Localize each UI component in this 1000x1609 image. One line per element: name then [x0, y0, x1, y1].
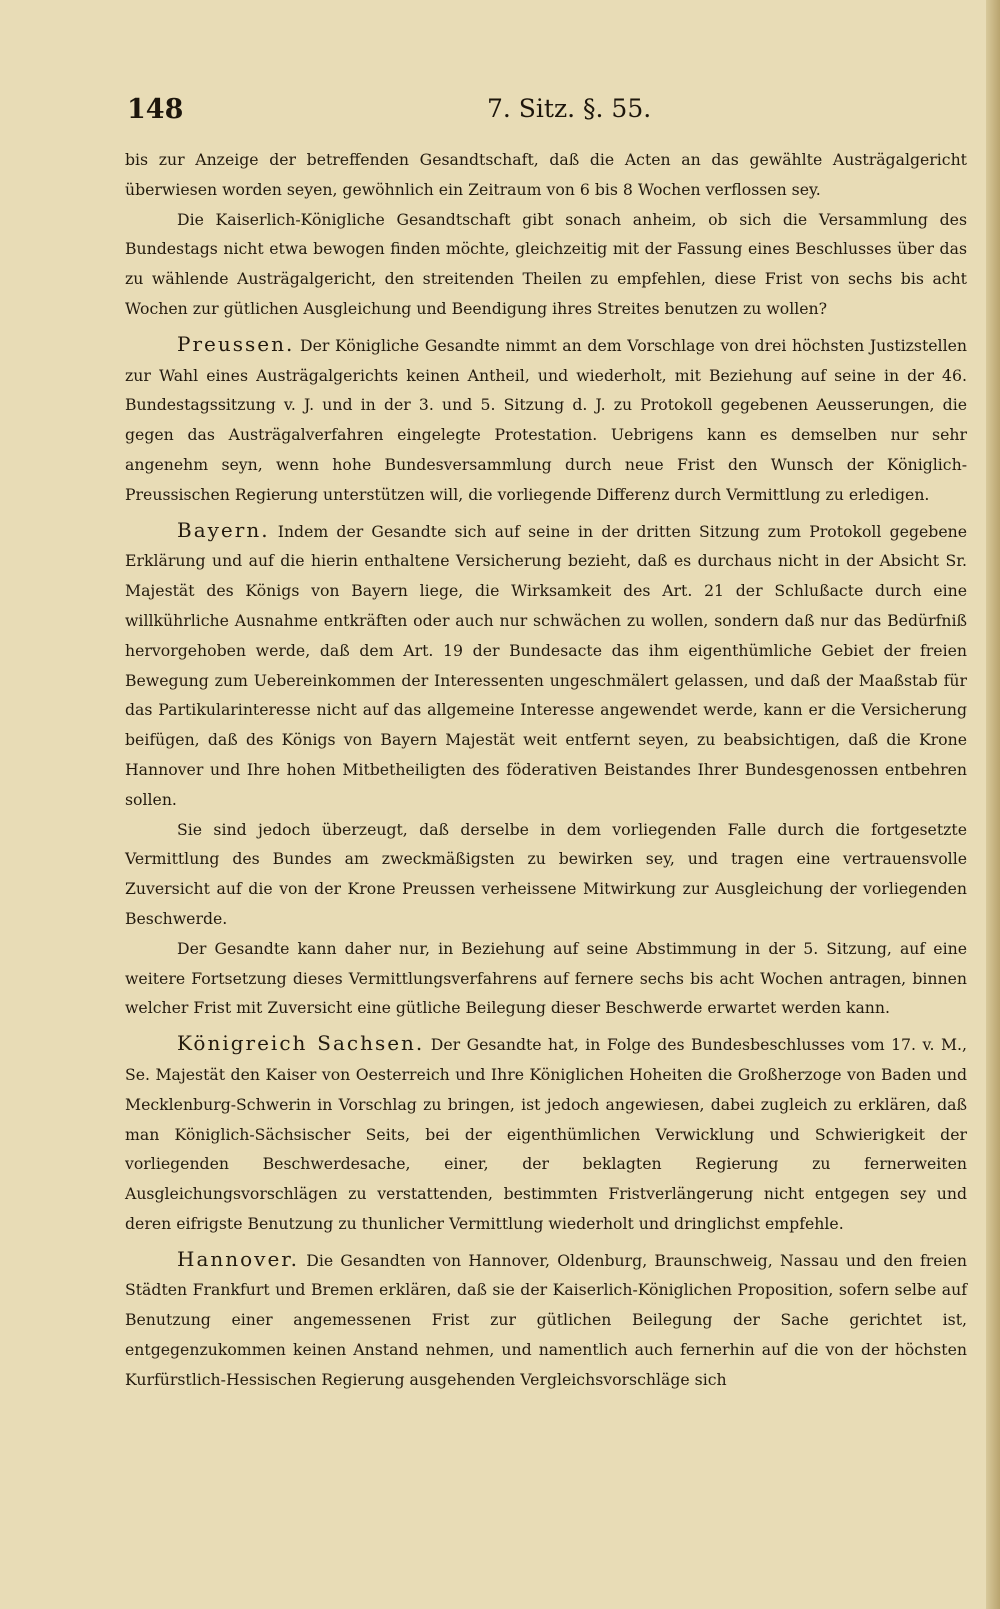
- paragraph-sachsen: [125, 1029, 967, 1239]
- state-name: Königreich Sachsen.: [177, 1031, 425, 1056]
- page-edge: [986, 0, 1000, 1609]
- paragraph-hannover: [125, 1245, 967, 1395]
- paragraph-text: Der Königliche Gesandte nimmt an dem Vorschlage von drei höchsten Justizstellen zur Wahl eines Austrägalgerichts keinen Antheil, und wiederholt, mit Beziehung auf seine in der 46. Bundestagssitzung v. J. und in der 3. und 5. Sitzung d. J. zu Protokoll gegebenen Aeusserungen, die gegen das Austrägalverfahren eingelegte Protestation. Uebrigens kann es demselben nur sehr angenehm seyn, wenn hohe Bundesversammlung durch neue Frist den Wunsch der Königlich-Preussischen Regierung unterstützen will, die vorliegende Differenz durch Vermittlung zu erledigen.: [125, 335, 967, 504]
- paragraph: [125, 145, 967, 205]
- paragraph-text: Sie sind jedoch überzeugt, daß derselbe in dem vorliegenden Falle durch die fortgesetzte Vermittlung des Bundes am zweckmäßigsten zu bewirken sey, und tragen eine vertrauensvolle Zuversicht auf die von der Krone Preussen verheissene Mitwirkung zur Ausgleichung der vorliegenden Beschwerde.: [125, 819, 967, 928]
- paragraph-text: Die Gesandten von Hannover, Oldenburg, Braunschweig, Nassau und den freien Städten Frankfurt und Bremen erklären, daß sie der Kaiserlich-Königlichen Proposition, sofern selbe auf Benutzung einer angemessenen Frist zur gütlichen Beilegung der Sache gerichtet ist, entgegenzukommen keinen Anstand nehmen, und namentlich auch fernerhin auf die von der höchsten Kurfürstlich-Hessischen Regierung ausgehenden Vergleichsvorschläge sich: [125, 1250, 967, 1389]
- page-header: [127, 94, 967, 134]
- paragraph-preussen: [125, 330, 967, 510]
- paragraph-text: Der Gesandte hat, in Folge des Bundesbeschlusses vom 17. v. M., Se. Majestät den Kaiser von Oesterreich und Ihre Königlichen Hoheiten die Großherzoge von Baden und Mecklenburg-Schwerin in Vorschlag zu bringen, ist jedoch angewiesen, dabei zugleich zu erklären, daß man Königlich-Sächsischer Seits, bei der eigenthümlichen Verwicklung und Schwierigkeit der vorliegenden Beschwerdesache, einer, der beklagten Regierung zu fernerweiten Ausgleichungsvorschlägen zu verstattenden, bestimmten Fristverlängerung nicht entgegen sey und deren eifrigste Benutzung zu thunlicher Vermittlung wiederholt und dringlichst empfehle.: [125, 1035, 967, 1233]
- paragraph-text: Indem der Gesandte sich auf seine in der dritten Sitzung zum Protokoll gegebene Erklärung und auf die hierin enthaltene Versicherung bezieht, daß es durchaus nicht in der Absicht Sr. Majestät des Königs von Bayern liege, die Wirksamkeit des Art. 21 der Schlußacte durch eine willkührliche Ausnahme entkräften oder auch nur schwächen zu wollen, sondern daß nur das Bedürfniß hervorgehoben werde, daß dem Art. 19 der Bundesacte das ihm eigenthümliche Gebiet der freien Bewegung zum Uebereinkommen der Interessenten ungeschmälert gelassen, und daß der Maaßstab für das Partikularinteresse nicht auf das allgemeine Interesse angewendet werde, kann er die Versicherung beifügen, daß des Königs von Bayern Majestät weit entfernt seyen, zu beabsichtigen, daß die Krone Hannover und Ihre hohen Mitbetheiligten des föderativen Beistandes Ihrer Bundesgenossen entbehren sollen.: [125, 521, 967, 809]
- page-number: 148: [127, 94, 184, 125]
- state-name: Preussen.: [177, 331, 295, 356]
- state-name: Bayern.: [177, 517, 270, 542]
- paragraph-bayern: [125, 516, 967, 815]
- paragraph-text: bis zur Anzeige der betreffenden Gesandtschaft, daß die Acten an das gewählte Austrägalgericht überwiesen worden seyen, gewöhnlich ein Zeitraum von 6 bis 8 Wochen verflossen sey.: [125, 150, 967, 199]
- paragraph-text: Die Kaiserlich-Königliche Gesandtschaft gibt sonach anheim, ob sich die Versammlung des Bundestags nicht etwa bewogen finden möchte, gleichzeitig mit der Fassung eines Beschlusses über das zu wählende Austrägalgericht, den streitenden Theilen zu empfehlen, diese Frist von sechs bis acht Wochen zur gütlichen Ausgleichung und Beendigung ihres Streites benutzen zu wollen?: [125, 209, 967, 318]
- paragraph: [125, 934, 967, 1023]
- running-head: 7. Sitz. §. 55.: [487, 94, 652, 123]
- state-name: Hannover.: [177, 1246, 300, 1271]
- body-text: [125, 145, 967, 1395]
- paragraph: [125, 815, 967, 934]
- paragraph-text: Der Gesandte kann daher nur, in Beziehung auf seine Abstimmung in der 5. Sitzung, auf eine weitere Fortsetzung dieses Vermittlungsverfahrens auf fernere sechs bis acht Wochen antragen, binnen welcher Frist mit Zuversicht eine gütliche Beilegung dieser Beschwerde erwartet werden kann.: [125, 938, 967, 1018]
- paragraph: [125, 205, 967, 324]
